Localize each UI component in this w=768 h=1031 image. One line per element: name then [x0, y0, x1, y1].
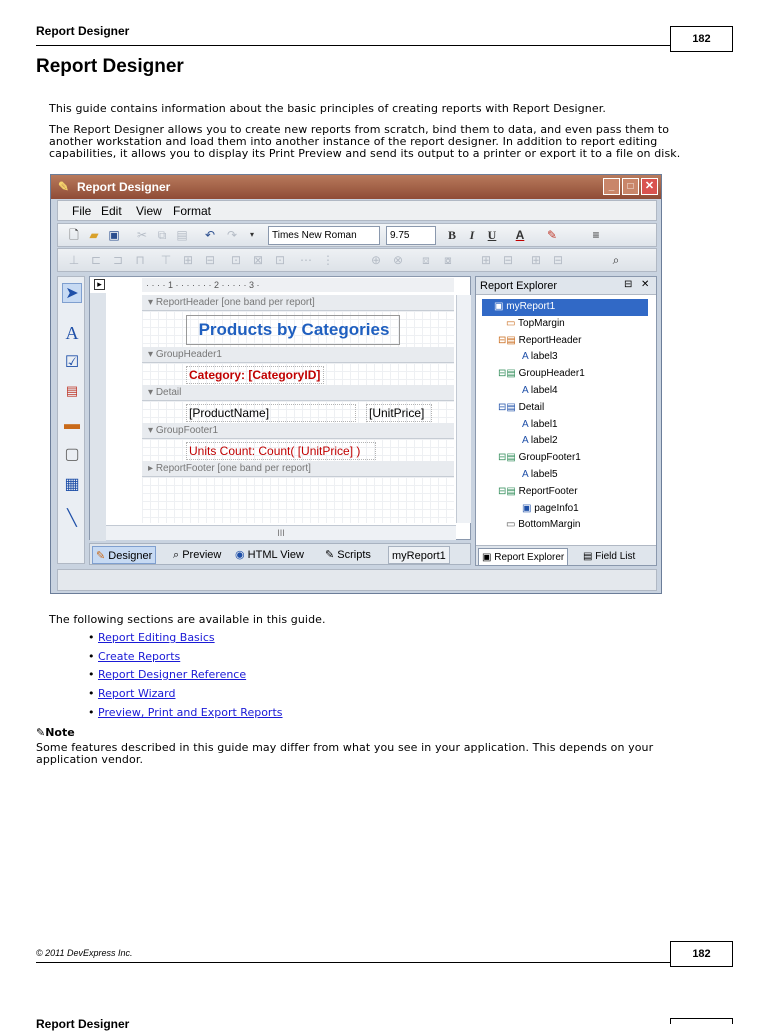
- band-icon: ⊟▤: [498, 401, 519, 413]
- note-heading: [36, 726, 75, 739]
- band-expand-icon[interactable]: ▸: [148, 463, 154, 474]
- tab-my-report[interactable]: myReport1: [388, 546, 450, 564]
- vertical-ruler: [90, 293, 106, 541]
- bullet: •: [88, 687, 95, 700]
- report-title-label[interactable]: Products by Categories: [186, 315, 400, 345]
- tree-node[interactable]: [482, 433, 648, 450]
- link-create-reports[interactable]: Create Reports: [98, 650, 181, 663]
- next-page-header: Report Designer: [36, 1017, 130, 1031]
- link-report-editing-basics[interactable]: Report Editing Basics: [98, 631, 215, 644]
- menu-bar: [57, 200, 657, 221]
- pin-icon[interactable]: ⊟: [624, 279, 633, 290]
- align-icon[interactable]: ≡: [592, 228, 600, 242]
- hspace-icon[interactable]: ⋯: [300, 253, 312, 267]
- tree-node-label: ReportHeader: [518, 334, 582, 346]
- band-icon: ⊟▤: [498, 485, 519, 497]
- next-page-number-box: [670, 1018, 733, 1024]
- tab-field-list[interactable]: [580, 548, 638, 566]
- label-icon: A: [522, 351, 531, 363]
- footer-copyright: © 2011 DevExpress Inc.: [36, 948, 133, 958]
- band-icon: ⊟▤: [498, 452, 519, 464]
- pointer-tool-icon[interactable]: ➤: [62, 283, 82, 303]
- tree-node-label: label2: [530, 435, 558, 447]
- menu-format[interactable]: Format: [173, 204, 212, 218]
- tree-node[interactable]: [482, 400, 648, 417]
- vspace-decrease-icon[interactable]: ⊟: [552, 253, 564, 267]
- hspace-increase-icon[interactable]: ⊞: [480, 253, 492, 267]
- tree-node[interactable]: [482, 299, 648, 316]
- checkbox-tool-icon[interactable]: ☑: [64, 354, 80, 371]
- design-surface[interactable]: [89, 276, 471, 540]
- scripts-icon: ✎: [325, 549, 338, 561]
- unit-price-label[interactable]: [UnitPrice]: [366, 404, 432, 422]
- link-preview-print-export[interactable]: Preview, Print and Export Reports: [98, 706, 283, 719]
- tree-node[interactable]: [482, 366, 648, 383]
- tree-node-label: BottomMargin: [518, 519, 581, 531]
- redo-icon[interactable]: ↷: [226, 228, 238, 242]
- center-h-icon[interactable]: ⊕: [370, 253, 382, 267]
- menu-edit[interactable]: Edit: [101, 204, 122, 218]
- tab-scripts[interactable]: [322, 546, 374, 564]
- new-icon[interactable]: 🗋: [69, 228, 79, 242]
- tree-node[interactable]: [482, 349, 648, 366]
- center-v-icon[interactable]: ⊗: [392, 253, 404, 267]
- report-header-band[interactable]: [142, 311, 454, 347]
- detail-band[interactable]: [142, 401, 454, 423]
- align-bottom-icon[interactable]: ⊟: [204, 253, 216, 267]
- product-name-label[interactable]: [ProductName]: [186, 404, 356, 422]
- intro-paragraph: This guide contains information about the basic principles of creating reports with Report Designer.: [49, 102, 606, 115]
- band-icon: ⊟▤: [498, 334, 519, 346]
- label-icon: A: [522, 384, 531, 396]
- report-explorer-panel: [475, 276, 657, 566]
- font-size-combo[interactable]: [386, 226, 436, 245]
- explorer-title: Report Explorer: [476, 277, 656, 295]
- same-width-icon[interactable]: ⊡: [230, 253, 242, 267]
- zoom-icon[interactable]: ⌕: [612, 253, 620, 267]
- tree-node[interactable]: [482, 467, 648, 484]
- band-label: GroupFooter1: [155, 425, 219, 436]
- page-heading: Report Designer: [36, 56, 184, 77]
- group-header-band[interactable]: [142, 363, 454, 385]
- band-icon: ⊟▤: [498, 368, 519, 380]
- align-top-icon[interactable]: ⊤: [160, 253, 172, 267]
- label-icon: A: [522, 418, 531, 430]
- redo-dropdown-icon[interactable]: ▾: [249, 230, 254, 239]
- report-tree: [482, 299, 648, 534]
- band-header[interactable]: [142, 385, 454, 401]
- label-icon: A: [522, 435, 531, 447]
- band-header[interactable]: [142, 347, 454, 363]
- align-center-icon[interactable]: ⊐: [112, 253, 124, 267]
- footer-page-number: 182: [670, 941, 733, 967]
- field-list-icon: ▤: [583, 551, 596, 562]
- tree-node-label: TopMargin: [518, 317, 565, 329]
- save-icon[interactable]: ▣: [108, 228, 120, 242]
- tab-label: Designer: [108, 550, 153, 562]
- picture-tool-icon[interactable]: ▬: [64, 416, 80, 433]
- tree-node-label: label3: [530, 351, 558, 363]
- list-item: [88, 669, 246, 681]
- units-count-label[interactable]: Units Count: Count( [UnitPrice] ): [186, 442, 376, 460]
- menu-file[interactable]: File: [72, 204, 92, 218]
- sections-intro: The following sections are available in this guide.: [49, 613, 326, 626]
- main-toolbar: [57, 223, 657, 247]
- tree-node-label: GroupHeader1: [518, 368, 585, 380]
- align-right-icon[interactable]: ⊓: [135, 253, 145, 267]
- close-panel-icon[interactable]: ✕: [641, 279, 650, 290]
- tree-node-label: pageInfo1: [534, 502, 579, 514]
- align-grid-icon[interactable]: ⊥: [68, 253, 80, 267]
- bring-front-icon[interactable]: ⧈: [422, 253, 430, 267]
- layout-toolbar: [57, 248, 657, 272]
- tab-preview[interactable]: [170, 546, 224, 564]
- category-label[interactable]: Category: [CategoryID]: [186, 366, 324, 384]
- smart-tag-icon[interactable]: ▸: [94, 279, 105, 290]
- ruler: · · · · 1 · · · · · · · 2 · · · · · 3 ·: [142, 278, 454, 292]
- vspace-increase-icon[interactable]: ⊞: [530, 253, 542, 267]
- band-label: Detail: [155, 387, 182, 398]
- tab-label: HTML View: [247, 549, 304, 561]
- description-line: capabilities, it allows you to display its Print Preview and send its output to a printer or export it to a file on disk.: [49, 147, 681, 160]
- tab-label: Report Explorer: [494, 552, 565, 563]
- band-header[interactable]: [142, 461, 454, 477]
- footer-rule: [36, 962, 670, 963]
- panel-tool-icon[interactable]: ▢: [64, 446, 80, 463]
- band-header[interactable]: [142, 423, 454, 439]
- richtext-tool-icon[interactable]: ▤: [65, 383, 79, 398]
- band-header[interactable]: [142, 295, 454, 311]
- list-item: [88, 688, 175, 700]
- list-item: [88, 707, 283, 719]
- margin-icon: ▭: [506, 519, 519, 531]
- paste-icon[interactable]: ▤: [176, 228, 188, 242]
- tree-node-label: Detail: [518, 401, 545, 413]
- send-back-icon[interactable]: ⧇: [444, 253, 452, 267]
- tree-node[interactable]: [482, 450, 648, 467]
- maximize-button[interactable]: □: [622, 178, 639, 195]
- font-name-combo[interactable]: [268, 226, 380, 245]
- link-report-designer-reference[interactable]: Report Designer Reference: [98, 668, 247, 681]
- band-collapse-icon[interactable]: ▾: [148, 297, 154, 308]
- note-title: Note: [45, 726, 75, 739]
- note-line: application vendor.: [36, 753, 144, 766]
- margin-icon: ▭: [506, 317, 519, 329]
- close-button[interactable]: ✕: [641, 178, 658, 195]
- header-rule: [36, 45, 670, 46]
- view-tabs: [89, 543, 471, 565]
- minimize-button[interactable]: _: [603, 178, 620, 195]
- line-tool-icon[interactable]: ╲: [67, 510, 77, 527]
- font-name-value: Times New Roman: [272, 230, 357, 241]
- html-icon: ◉: [235, 549, 248, 561]
- band-collapse-icon[interactable]: ▾: [148, 387, 154, 398]
- band-label: ReportFooter [one band per report]: [155, 463, 311, 474]
- report-explorer-icon: ▣: [482, 552, 495, 563]
- band-label: GroupHeader1: [155, 349, 222, 360]
- tree-node-label: label4: [530, 384, 558, 396]
- tab-label: Field List: [595, 551, 636, 562]
- explorer-tabs: [476, 545, 656, 565]
- tree-node[interactable]: [482, 501, 648, 518]
- header-page-number: 182: [670, 26, 733, 52]
- app-icon: ✎: [58, 179, 69, 194]
- label-tool-icon[interactable]: A: [65, 323, 79, 343]
- highlight-icon[interactable]: ✎: [546, 228, 558, 242]
- cut-icon[interactable]: ✂: [136, 228, 148, 242]
- table-tool-icon[interactable]: ▦: [64, 476, 80, 493]
- same-size-icon[interactable]: ⊡: [274, 253, 286, 267]
- group-footer-band[interactable]: [142, 439, 454, 461]
- copy-icon[interactable]: ⧉: [157, 228, 167, 242]
- description-line: The Report Designer allows you to create new reports from scratch, bind them to data, and even pass them to: [49, 123, 670, 136]
- underline-button[interactable]: U: [487, 228, 497, 242]
- list-item: [88, 651, 180, 663]
- band-collapse-icon[interactable]: ▾: [148, 425, 154, 436]
- tree-node[interactable]: [482, 316, 648, 333]
- tree-node[interactable]: [482, 333, 648, 350]
- bold-button[interactable]: B: [447, 228, 456, 242]
- header-title: Report Designer: [36, 24, 130, 38]
- align-middle-icon[interactable]: ⊞: [182, 253, 194, 267]
- undo-icon[interactable]: ↶: [204, 228, 216, 242]
- italic-button[interactable]: I: [469, 228, 475, 242]
- tab-label: Scripts: [337, 549, 371, 561]
- page-info-icon: ▣: [522, 502, 535, 514]
- bullet: •: [88, 631, 95, 644]
- tree-node-label: GroupFooter1: [518, 452, 581, 464]
- empty-design-area[interactable]: [142, 477, 454, 523]
- tree-node[interactable]: [482, 517, 648, 534]
- bullet: •: [88, 706, 95, 719]
- tab-report-explorer[interactable]: [478, 548, 568, 566]
- font-size-value: 9.75: [390, 230, 410, 241]
- menu-view[interactable]: View: [136, 204, 162, 218]
- tree-node-label: label1: [530, 418, 558, 430]
- status-bar: [57, 569, 657, 591]
- tree-node[interactable]: [482, 417, 648, 434]
- open-icon[interactable]: ▰: [89, 228, 99, 242]
- tab-html-view[interactable]: [232, 546, 307, 564]
- vspace-icon[interactable]: ⋮: [322, 253, 334, 267]
- band-label: ReportHeader [one band per report]: [155, 297, 315, 308]
- tab-label: Preview: [182, 549, 222, 561]
- link-report-wizard[interactable]: Report Wizard: [98, 687, 176, 700]
- font-color-button[interactable]: A: [515, 228, 525, 242]
- tree-node[interactable]: [482, 383, 648, 400]
- tree-node-label: ReportFooter: [518, 485, 578, 497]
- tree-node-label: label5: [530, 468, 558, 480]
- report-node-icon: ▣: [494, 301, 507, 312]
- window-title: Report Designer: [77, 180, 171, 194]
- note-line: Some features described in this guide may differ from what you see in your application. This depends on your: [36, 741, 654, 754]
- window-titlebar: [51, 175, 661, 199]
- align-left-icon[interactable]: ⊏: [90, 253, 102, 267]
- report-designer-screenshot: [50, 174, 662, 594]
- vertical-scrollbar[interactable]: [456, 295, 471, 523]
- band-collapse-icon[interactable]: ▾: [148, 349, 154, 360]
- bullet: •: [88, 668, 95, 681]
- label-icon: A: [522, 468, 531, 480]
- toolbox: [57, 276, 85, 564]
- tree-node-label: myReport1: [506, 301, 556, 312]
- designer-icon: ✎: [96, 550, 109, 562]
- preview-icon: ⌕: [173, 549, 183, 561]
- description-line: another workstation and load them into another instance of the report designer. In addition to report editing: [49, 135, 658, 148]
- hspace-decrease-icon[interactable]: ⊟: [502, 253, 514, 267]
- tree-node[interactable]: [482, 484, 648, 501]
- bullet: •: [88, 650, 95, 663]
- note-icon: ✎: [36, 726, 46, 739]
- same-height-icon[interactable]: ⊠: [252, 253, 264, 267]
- horizontal-scrollbar[interactable]: III: [106, 525, 456, 540]
- list-item: [88, 632, 215, 644]
- tab-designer[interactable]: [92, 546, 156, 564]
